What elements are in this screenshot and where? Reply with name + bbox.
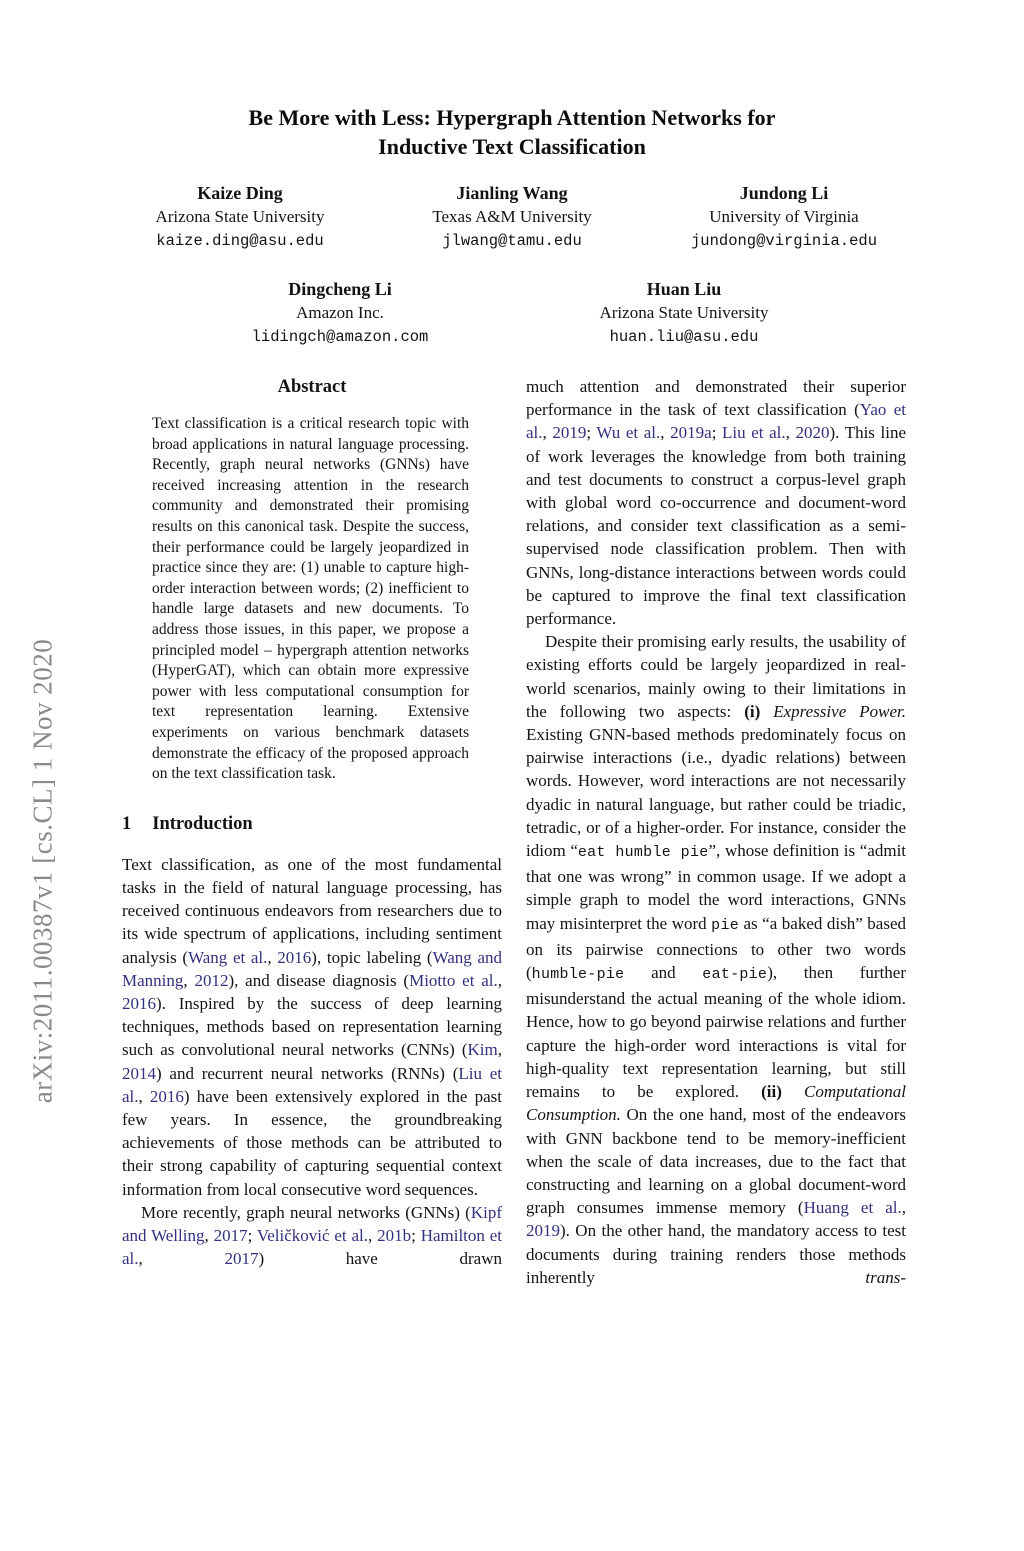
author-affiliation: University of Virginia	[709, 207, 859, 226]
citation-link[interactable]: 2014	[122, 1063, 156, 1083]
citation-link[interactable]: Kipf and Welling	[122, 1202, 502, 1245]
text-segment	[760, 702, 773, 721]
text-segment: ;	[586, 423, 597, 443]
section-number: 1	[122, 813, 132, 834]
citation-link[interactable]: Hamilton et al.	[122, 1225, 503, 1269]
citation-link[interactable]: Huang et al.	[803, 1198, 902, 1218]
citation-link[interactable]: 2019a	[670, 423, 712, 443]
citation-link[interactable]: 2017	[224, 1249, 259, 1269]
author-block-kaize-ding	[104, 181, 376, 253]
text-segment: ) have drawn	[258, 1249, 502, 1269]
text-segment: ). This line of work leverages the knowledge from both training and test documents to construct a corpus-level graph with global word co-occurrence and document-word relations, and consider text classification as a semi-supervised node classification problem. Then with GNNs, long-distance interactions between words could be captured to improve the final text classification performance.	[526, 423, 907, 629]
citation-link[interactable]: Veličković et al.	[256, 1225, 369, 1245]
text-segment: On the one hand, most of the endeavors with GNN backbone tend to be memory-inefficient when the scale of data increases, due to the fact that constructing and learning on a global document-word graph consumes immense memory (	[526, 1105, 906, 1218]
intro-paragraph-2	[122, 1201, 502, 1271]
text-segment: ,	[183, 970, 195, 990]
two-column-body	[0, 375, 1024, 1289]
citation-link[interactable]: 2012	[194, 970, 229, 990]
section-title: Introduction	[152, 813, 253, 834]
text-segment: ), and disease diagnosis (	[228, 970, 410, 990]
author-affiliation: Amazon Inc.	[296, 303, 384, 322]
author-block-jundong-li	[648, 181, 920, 253]
citation-link[interactable]: 2016	[122, 993, 156, 1013]
author-name: Jianling Wang	[456, 183, 568, 203]
text-segment: ,	[267, 947, 278, 967]
author-block-jianling-wang	[376, 181, 648, 253]
authors-row-2	[0, 277, 1024, 349]
author-email: jundong@virginia.edu	[690, 232, 878, 250]
author-email: huan.liu@asu.edu	[609, 328, 759, 346]
author-affiliation: Arizona State University	[599, 303, 769, 322]
intro-paragraph-1	[122, 853, 502, 1201]
abstract-text: Text classification is a critical research topic with broad applications in natural language processing. Recently, graph neural networks (GNNs) have received increasing attention in the research community and demonstrated their promising results on this canonical task. Despite the success, their performance could be largely jeopardized in practice since they are: (1) unable to capture high-order interaction between words; (2) inefficient to handle large datasets and new documents. To address those issues, in this paper, we propose a principled model – hypergraph attention networks (HyperGAT), which can obtain more expressive power with less computational consumption for text representation learning. Extensive experiments on various benchmark datasets demonstrate the efficacy of the proposed approach on the text classification task.	[152, 415, 469, 783]
text-segment: ,	[138, 1249, 225, 1269]
section-heading-introduction	[122, 812, 502, 836]
author-name: Huan Liu	[646, 279, 722, 299]
right-paragraph-1	[526, 375, 906, 630]
citation-link[interactable]: 2016	[149, 1086, 184, 1106]
text-segment: ;	[247, 1225, 257, 1245]
text-segment: Computational Consumption.	[526, 1082, 906, 1125]
citation-link[interactable]: 2019	[552, 423, 587, 443]
author-block-huan-liu	[512, 277, 856, 349]
text-segment: ,	[368, 1225, 378, 1245]
author-email: kaize.ding@asu.edu	[156, 232, 324, 250]
text-segment: ”, whose definition is “admit that one was wrong” in common usage. If we adopt a simple graph to model the word interactions, GNNs may misinterpret the word	[526, 841, 907, 933]
text-segment: ,	[497, 970, 503, 990]
citation-link[interactable]: 2016	[277, 947, 312, 967]
paper-page	[0, 103, 1024, 1289]
paper-title-line2: Inductive Text Classification	[378, 134, 646, 159]
citation-link[interactable]: 2019	[526, 1221, 560, 1241]
citation-link[interactable]: Wang et al.	[188, 947, 268, 967]
author-affiliation: Arizona State University	[155, 207, 325, 226]
text-segment: eat-pie	[702, 967, 768, 984]
author-block-dingcheng-li	[168, 277, 512, 349]
text-segment: ). On the other hand, the mandatory access to test documents during training renders those methods inherently	[526, 1221, 906, 1287]
text-segment: Text classification, as one of the most fundamental tasks in the field of natural language processing, has received continuous endeavors from researchers due to its wide spectrum of applications, including sentiment analysis (	[122, 854, 502, 967]
text-segment	[782, 1082, 804, 1101]
citation-link[interactable]: 201b	[377, 1225, 412, 1245]
citation-link[interactable]: Liu et al.	[122, 1063, 502, 1106]
text-segment: pie	[711, 917, 739, 934]
text-segment: Existing GNN-based methods predominately focus on pairwise interactions (i.e., dyadic relations) between words. However, word interactions are not necessarily dyadic in natural language, but rather could be triadic, tetradic, or of a higher-order. For instance, consider the idiom “	[526, 725, 906, 861]
left-column	[122, 375, 502, 1289]
abstract-heading: Abstract	[277, 377, 347, 397]
paper-title	[0, 103, 1024, 161]
arxiv-stamp: arXiv:2011.00387v1 [cs.CL] 1 Nov 2020	[27, 638, 58, 1104]
citation-link[interactable]: Wu et al.	[596, 423, 661, 443]
text-segment: ,	[901, 1198, 906, 1218]
citation-link[interactable]: Liu et al.	[722, 423, 786, 443]
text-segment: ), then further misunderstand the actual meaning of the whole idiom. Hence, how to go beyond pairwise relations and further capture the high-order word interactions is vital for high-quality text representation learning, but still remains to be explored.	[526, 963, 906, 1102]
authors-row-1	[0, 181, 1024, 253]
right-paragraph-2	[526, 630, 906, 1289]
text-segment: (i)	[744, 701, 761, 721]
author-email: lidingch@amazon.com	[251, 328, 429, 346]
citation-link[interactable]: 2017	[213, 1225, 248, 1245]
text-segment: More recently, graph neural networks (GNNs) (	[141, 1202, 471, 1222]
citation-link[interactable]: Kim	[467, 1040, 498, 1060]
text-segment: as “a baked dish” based on its pairwise connections to other two words (	[526, 913, 906, 983]
text-segment: ,	[542, 423, 553, 443]
citation-link[interactable]: Miotto et al.	[409, 970, 498, 990]
text-segment: ,	[660, 423, 671, 443]
paper-title-line1: Be More with Less: Hypergraph Attention Networks for	[248, 105, 776, 130]
text-segment: ,	[785, 423, 796, 443]
text-segment: ). Inspired by the success of deep learning techniques, methods based on representation learning such as convolutional neural networks (CNNs) (	[122, 993, 502, 1060]
author-affiliation: Texas A&M University	[432, 207, 592, 226]
text-segment: Despite their promising early results, the usability of existing efforts could be largely jeopardized in real-world scenarios, mainly owing to their limitations in the following two aspects:	[526, 632, 906, 721]
text-segment: humble-pie	[531, 967, 625, 984]
text-segment: trans-	[865, 1267, 906, 1287]
text-segment: ;	[411, 1225, 421, 1245]
right-column	[526, 375, 906, 1289]
text-segment: ,	[204, 1225, 214, 1245]
citation-link[interactable]: 2020	[795, 423, 830, 443]
text-segment: ;	[711, 423, 723, 443]
text-segment: eat humble pie	[577, 845, 709, 862]
text-segment: much attention and demonstrated their superior performance in the task of text classification (	[526, 377, 906, 420]
text-segment: ,	[138, 1086, 150, 1106]
text-segment: ), topic labeling (	[311, 947, 433, 967]
author-name: Dingcheng Li	[288, 279, 392, 299]
text-segment: ) have been extensively explored in the past few years. In essence, the groundbreaking achievements of those methods can be attributed to their strong capability of capturing sequential context information from local consecutive word sequences.	[122, 1086, 502, 1199]
text-segment: (ii)	[761, 1082, 782, 1102]
text-segment: and	[624, 963, 703, 983]
text-segment: ) and recurrent neural networks (RNNs) (	[156, 1063, 459, 1083]
text-segment: Expressive Power.	[773, 701, 906, 721]
author-name: Jundong Li	[739, 183, 829, 203]
text-segment: ,	[497, 1040, 502, 1060]
citation-link[interactable]: Wang and Manning	[122, 947, 502, 990]
author-email: jlwang@tamu.edu	[442, 232, 582, 250]
citation-link[interactable]: Yao et al.	[526, 400, 906, 443]
author-name: Kaize Ding	[197, 183, 283, 203]
